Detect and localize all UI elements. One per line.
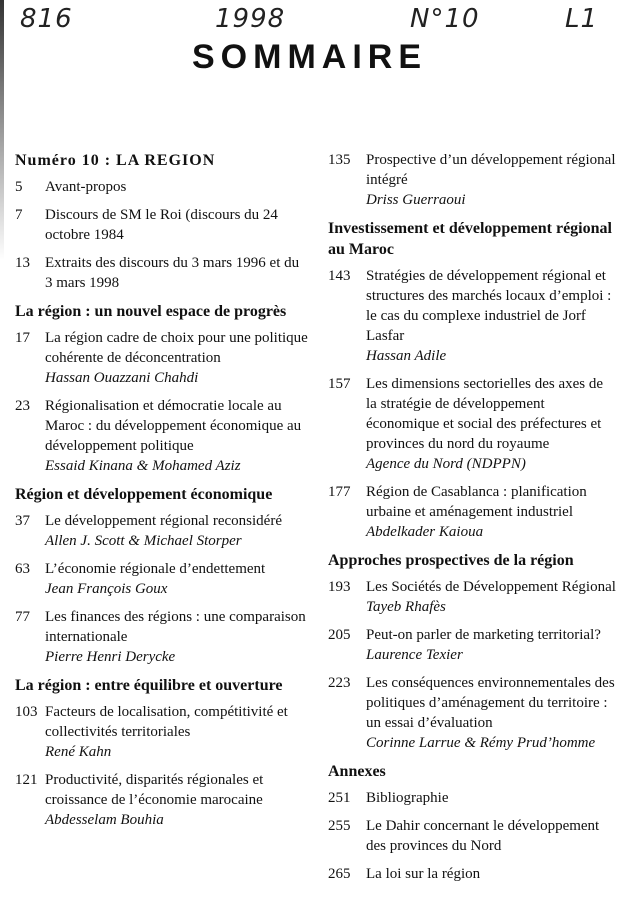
entry-author: Jean François Goux — [45, 581, 168, 597]
page-number: 143 — [328, 268, 351, 284]
page-number: 251 — [328, 790, 351, 806]
entry-author: René Kahn — [45, 744, 112, 760]
entry-body — [45, 770, 310, 830]
section-heading: Région et développement économique — [15, 486, 273, 503]
entry-author: Driss Guerraoui — [366, 192, 466, 208]
entry-title: Les conséquences environnementales des politiques d’aménagement du territoire : un essai d’évaluation — [366, 675, 615, 731]
entry-author: Allen J. Scott & Michael Storper — [45, 533, 242, 549]
entry-title: Le Dahir concernant le développement des provinces du Nord — [366, 818, 600, 854]
page-number: 121 — [15, 772, 38, 788]
entry-title: Régionalisation et démocratie locale au Maroc : du développement économique au développement politique — [45, 398, 302, 454]
entry-title: Stratégies de développement régional et structures des marchés locaux d’emploi : le cas du complexe industriel de Jorf Lasfar — [366, 268, 612, 344]
entry-body — [366, 577, 616, 617]
entry-body — [366, 625, 616, 665]
toc-entry — [328, 150, 616, 210]
toc-entry — [15, 702, 310, 762]
toc-entry — [328, 625, 616, 665]
toc-entry — [328, 577, 616, 617]
section-heading: Investissement et développement régional au Maroc — [328, 220, 612, 258]
entry-title: Facteurs de localisation, compétitivité et collectivités territoriales — [45, 704, 288, 740]
section-heading: La région : entre équilibre et ouverture — [15, 677, 283, 694]
page-number: 223 — [328, 675, 351, 691]
entry-author: Abdelkader Kaioua — [366, 524, 484, 540]
page-number: 177 — [328, 484, 351, 500]
entry-body — [45, 559, 310, 599]
entry-title: La région cadre de choix pour une politique cohérente de déconcentration — [45, 330, 308, 366]
page-number: 205 — [328, 627, 351, 643]
entry-title: Les finances des régions : une comparaison internationale — [45, 609, 306, 645]
page-number: 157 — [328, 376, 351, 392]
entry-title: Discours de SM le Roi (discours du 24 octobre 1984 — [45, 207, 278, 243]
entry-body — [45, 328, 310, 388]
page-number: 13 — [15, 255, 30, 271]
entry-author: Tayeb Rhafès — [366, 599, 446, 615]
toc-entry — [15, 770, 310, 830]
entry-body — [366, 374, 616, 474]
toc-entry — [15, 328, 310, 388]
entry-author: Hassan Adile — [366, 348, 447, 364]
entry-body — [45, 177, 310, 197]
handwritten-note: N°10 — [410, 4, 480, 34]
page-number: 17 — [15, 330, 30, 346]
page-number: 255 — [328, 818, 351, 834]
entry-title: Avant-propos — [45, 179, 127, 195]
toc-entry — [15, 205, 310, 245]
handwritten-note: L1 — [565, 4, 599, 34]
page-number: 103 — [15, 704, 38, 720]
section-heading: Numéro 10 : LA REGION — [15, 152, 216, 169]
entry-title: L’économie régionale d’endettement — [45, 561, 266, 577]
entry-title: Les Sociétés de Développement Régional — [366, 579, 616, 595]
toc-entry — [328, 816, 616, 856]
entry-body — [45, 205, 310, 245]
left-column — [15, 150, 310, 838]
entry-title: Bibliographie — [366, 790, 449, 806]
entry-body — [366, 788, 616, 808]
page-number: 193 — [328, 579, 351, 595]
toc-entry — [15, 607, 310, 667]
toc-entry — [328, 266, 616, 366]
entry-body — [366, 673, 616, 753]
entry-title: Productivité, disparités régionales et croissance de l’économie marocaine — [45, 772, 264, 808]
page-number: 23 — [15, 398, 30, 414]
page-title: SOMMAIRE — [192, 38, 427, 76]
toc-entry — [328, 864, 616, 884]
toc-entry — [15, 511, 310, 551]
entry-body — [45, 511, 310, 551]
page-number: 265 — [328, 866, 351, 882]
entry-author: Agence du Nord (NDPPN) — [366, 456, 526, 472]
entry-author: Essaid Kinana & Mohamed Aziz — [45, 458, 241, 474]
toc-entry — [15, 253, 310, 293]
entry-author: Pierre Henri Derycke — [45, 649, 176, 665]
section-heading: Approches prospectives de la région — [328, 552, 574, 569]
entry-body — [45, 607, 310, 667]
entry-title: Peut-on parler de marketing territorial? — [366, 627, 601, 643]
entry-title: Prospective d’un développement régional intégré — [366, 152, 616, 188]
entry-author: Corinne Larrue & Rémy Prud’homme — [366, 735, 596, 751]
toc-entry — [328, 788, 616, 808]
toc-entry — [328, 673, 616, 753]
section-heading: La région : un nouvel espace de progrès — [15, 303, 287, 320]
entry-body — [45, 702, 310, 762]
entry-title: Les dimensions sectorielles des axes de la stratégie de développement économique et social des préfectures et provinces du nord du royaume — [366, 376, 604, 452]
entry-title: Région de Casablanca : planification urbaine et aménagement industriel — [366, 484, 587, 520]
page-number: 63 — [15, 561, 30, 577]
entry-body — [366, 266, 616, 366]
entry-title: La loi sur la région — [366, 866, 481, 882]
handwritten-note: 1998 — [215, 4, 286, 34]
page-number: 135 — [328, 152, 351, 168]
entry-body — [366, 816, 616, 856]
entry-body — [45, 396, 310, 476]
entry-body — [366, 150, 616, 210]
toc-entry — [15, 559, 310, 599]
toc-entry — [328, 482, 616, 542]
toc-entry — [15, 177, 310, 197]
entry-author: Hassan Ouazzani Chahdi — [45, 370, 199, 386]
entry-author: Abdesselam Bouhia — [45, 812, 164, 828]
right-column — [328, 150, 616, 892]
page-number: 7 — [15, 207, 23, 223]
toc-entry — [15, 396, 310, 476]
entry-title: Le développement régional reconsidéré — [45, 513, 282, 529]
handwritten-note: 816 — [20, 4, 73, 34]
page-number: 37 — [15, 513, 30, 529]
page-number: 5 — [15, 179, 23, 195]
entry-body — [366, 864, 616, 884]
page-number: 77 — [15, 609, 30, 625]
toc-entry — [328, 374, 616, 474]
section-heading: Annexes — [328, 763, 386, 780]
entry-author: Laurence Texier — [366, 647, 463, 663]
entry-body — [366, 482, 616, 542]
entry-body — [45, 253, 310, 293]
entry-title: Extraits des discours du 3 mars 1996 et du 3 mars 1998 — [45, 255, 300, 291]
